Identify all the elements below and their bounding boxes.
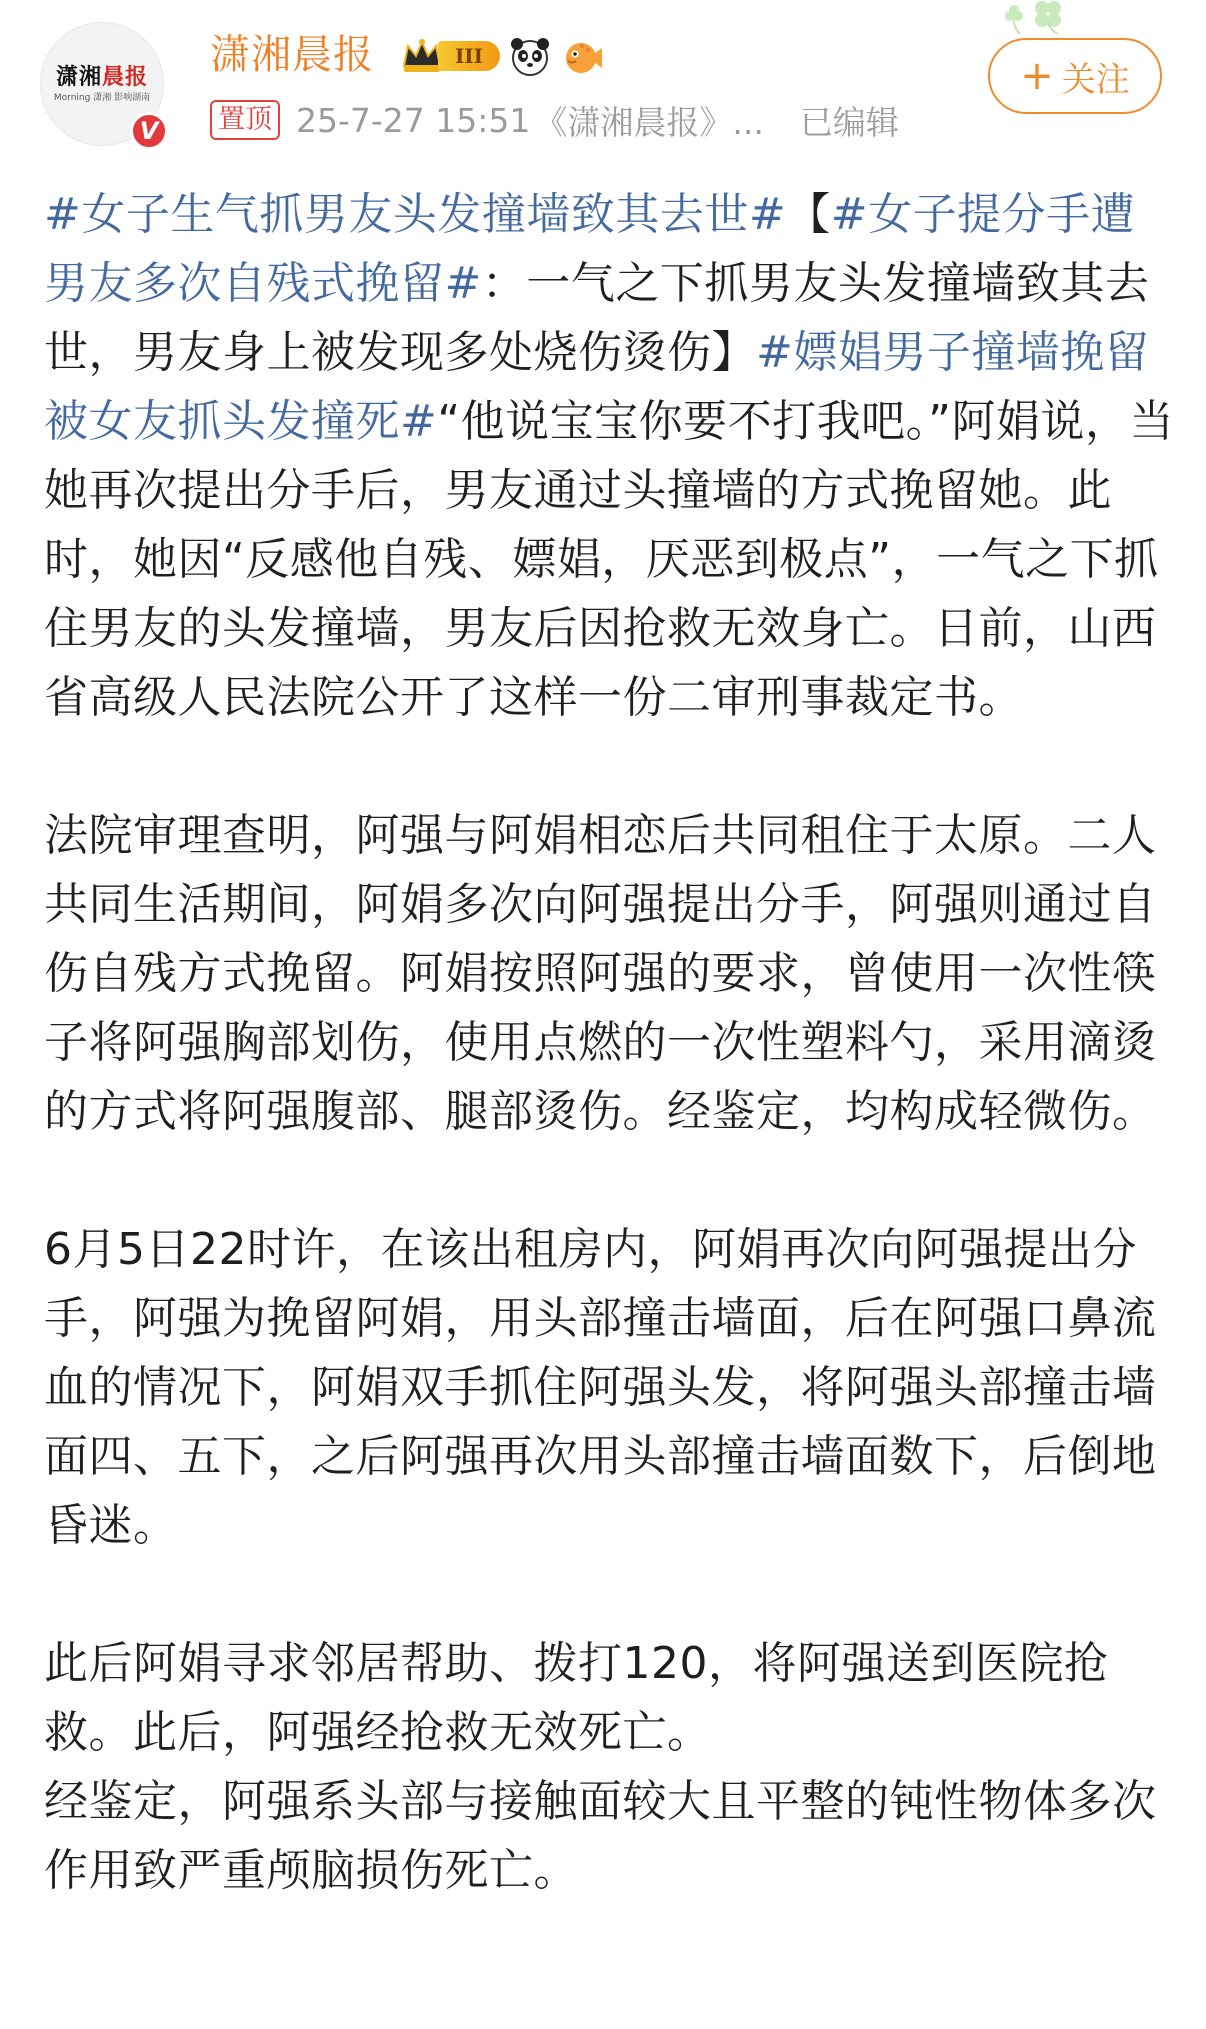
plus-icon: + — [1020, 53, 1054, 99]
avatar[interactable] — [40, 22, 172, 154]
hashtag-link[interactable]: #女子提分手遭男友多次自残式挽留# — [44, 189, 1136, 309]
post-meta — [210, 98, 899, 142]
bracket-open: 【 — [786, 189, 831, 240]
paragraph-2: 法院审理查明，阿强与阿娟相恋后共同租住于太原。二人共同生活期间，阿娟多次向阿强提出分手，阿强则通过自伤自残方式挽留。阿娟按照阿强的要求，曾使用一次性筷子将阿强胸部划伤，使用点燃的一次性塑料勺，采用滴烫的方式将阿强腹部、腿部烫伤。经鉴定，均构成轻微伤。 — [44, 810, 1157, 1137]
paragraph-1 — [44, 180, 1174, 732]
level-label: III — [438, 41, 500, 71]
panda-icon — [508, 34, 552, 78]
hashtag-link[interactable]: #嫖娼男子撞墙挽留被女友抓头发撞死# — [44, 327, 1150, 447]
badge-row — [400, 32, 604, 80]
pinned-tag: 置顶 — [210, 100, 280, 140]
paragraph-text: “他说宝宝你要不打我吧。”阿娟说，当她再次提出分手后，男友通过头撞墙的方式挽留她。此时，她因“反感他自残、嫖娼，厌恶到极点”，一气之下抓住男友的头发撞墙，男友后因抢救无效身亡。日前，山西省高级人民法院公开了这样一份二审刑事裁定书。 — [44, 396, 1174, 723]
post-content — [44, 180, 1174, 1905]
avatar-logo — [56, 65, 148, 91]
hashtag-link[interactable]: #女子生气抓男友头发撞墙致其去世# — [44, 189, 787, 240]
edited-label[interactable]: 已编辑 — [799, 102, 899, 142]
avatar-logo-red: 晨报 — [102, 65, 149, 90]
paragraph-3: 6月5日22时许，在该出租房内，阿娟再次向阿强提出分手，阿强为挽留阿娟，用头部撞击墙面，后在阿强口鼻流血的情况下，阿娟双手抓住阿强头发，将阿强头部撞击墙面四、五下，之后阿强再次用头部撞击墙面数下，后倒地昏迷。 — [44, 1224, 1157, 1551]
follow-button[interactable] — [988, 38, 1162, 114]
paragraph-4: 此后阿娟寻求邻居帮助、拨打120，将阿强送到医院抢救。此后，阿强经抢救无效死亡。 — [44, 1638, 1109, 1758]
follow-button-label: 关注 — [1061, 59, 1130, 100]
paragraph-5: 经鉴定，阿强系头部与接触面较大且平整的钝性物体多次作用致严重颅脑损伤死亡。 — [44, 1776, 1157, 1896]
verified-badge-icon: V — [130, 112, 168, 150]
account-name[interactable]: 潇湘晨报 — [210, 32, 374, 78]
post-source[interactable]: 《潇湘晨报》... — [534, 102, 764, 142]
paragraph-text: ：一气之下抓男友头发撞墙致其去世，男友身上被发现多处烧伤烫伤】 — [44, 258, 1150, 378]
clover-icon — [980, 0, 1090, 36]
avatar-subtitle: Morning 潇湘 影响湖南 — [53, 93, 151, 103]
post-header — [0, 0, 1206, 170]
member-level-badge[interactable] — [400, 36, 500, 76]
avatar-logo-black: 潇湘 — [55, 65, 102, 90]
pufferfish-icon — [560, 34, 604, 78]
post-timestamp: 25-7-27 15:51 — [296, 100, 531, 140]
